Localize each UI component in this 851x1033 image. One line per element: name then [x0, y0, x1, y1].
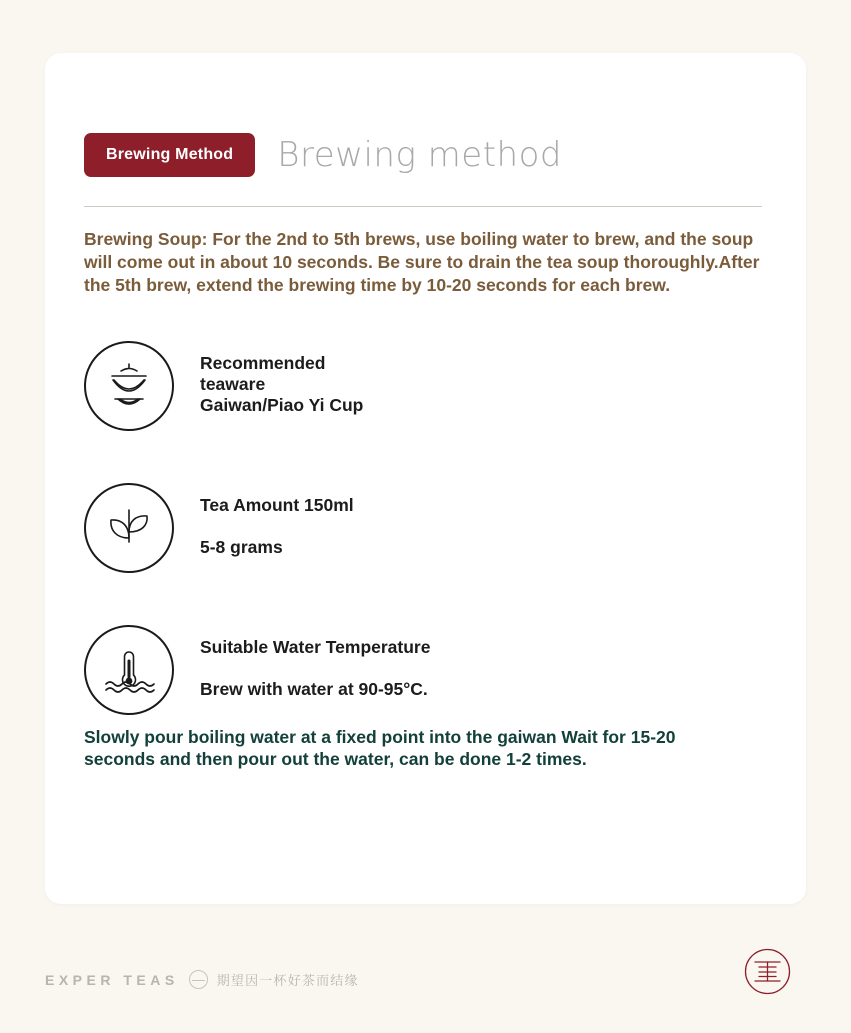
item-line: Recommended [200, 353, 326, 373]
exper-teas-seal-logo [744, 948, 791, 995]
footer-brand [45, 970, 359, 989]
item-line: Brew with water at 90-95°C. [200, 679, 428, 699]
brand-separator-icon [189, 970, 208, 989]
item-line: teaware [200, 374, 266, 394]
item-line: Tea Amount 150ml [200, 495, 354, 515]
gaiwan-icon [84, 341, 174, 431]
brewing-items-list [84, 341, 774, 767]
page-title: Brewing method [277, 135, 562, 175]
thermometer-icon [84, 625, 174, 715]
item-text [200, 637, 760, 700]
item-line: Gaiwan/Piao Yi Cup [200, 395, 364, 415]
brewing-soup-paragraph: Brewing Soup: For the 2nd to 5th brews, use boiling water to brew, and the soup will come out in about 10 seconds. Be sure to drain the tea soup thoroughly.After the 5th brew, extend the brewing time by 10-20 seconds for each brew. [84, 229, 760, 295]
card-header [84, 133, 562, 177]
header-divider [84, 206, 762, 207]
item-line: Suitable Water Temperature [200, 637, 431, 657]
list-item [84, 483, 774, 625]
tea-leaf-icon [84, 483, 174, 573]
brewing-footnote: Slowly pour boiling water at a fixed point into the gaiwan Wait for 15-20 seconds and then pour out the water, can be done 1-2 times. [84, 727, 676, 769]
brewing-method-card [45, 53, 806, 904]
item-text [200, 495, 760, 558]
brand-name: EXPER TEAS [45, 971, 179, 988]
list-item [84, 341, 774, 483]
item-text [200, 353, 760, 416]
brand-tagline: 期望因一杯好茶而结缘 [216, 974, 359, 989]
brewing-method-badge: Brewing Method [84, 133, 255, 177]
item-line: 5-8 grams [200, 537, 283, 557]
